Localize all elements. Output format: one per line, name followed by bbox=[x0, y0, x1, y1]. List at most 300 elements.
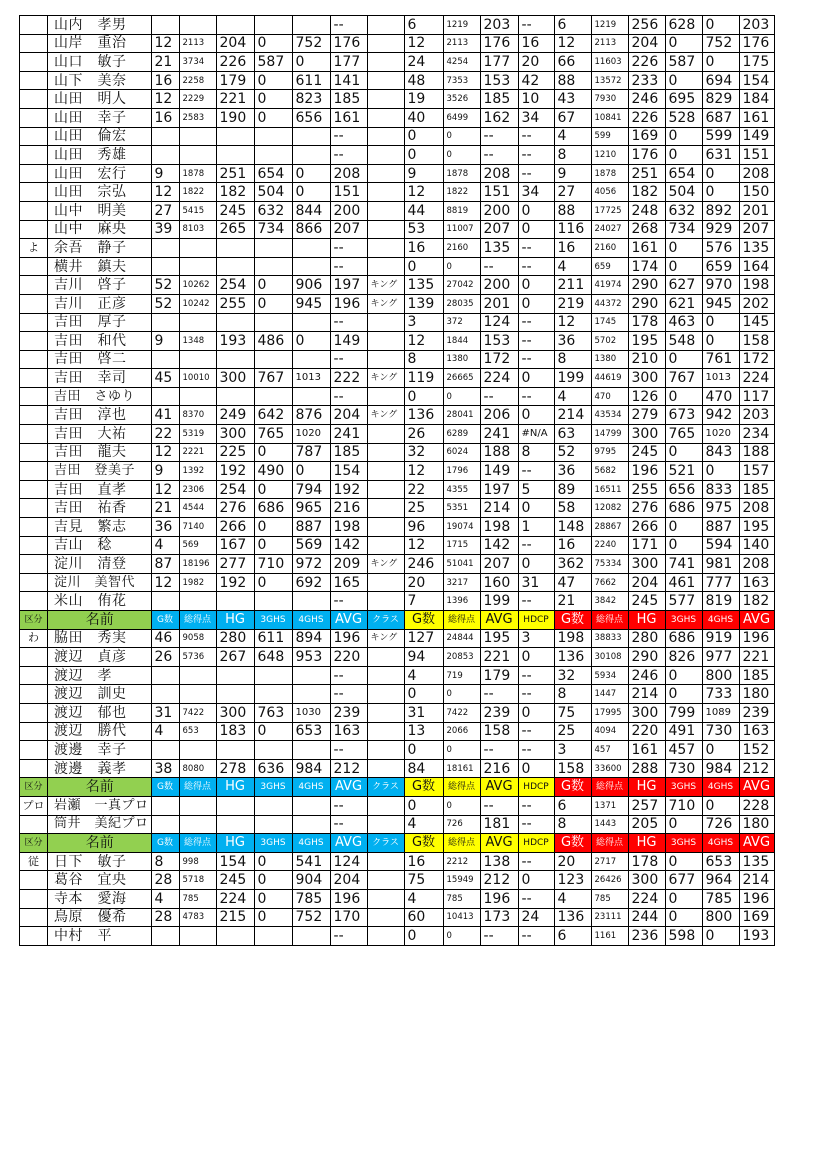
data-cell: 42 bbox=[518, 71, 554, 90]
name-cell: 山内 孝男 bbox=[48, 16, 152, 35]
data-cell: 819 bbox=[702, 592, 739, 611]
data-cell: -- bbox=[330, 666, 367, 685]
data-cell: 0 bbox=[254, 294, 292, 313]
kubun-cell bbox=[20, 127, 48, 146]
data-cell bbox=[367, 592, 404, 611]
data-cell: 4 bbox=[554, 889, 591, 908]
data-cell: -- bbox=[480, 741, 518, 760]
data-cell bbox=[292, 257, 330, 276]
header-cell: G数 bbox=[404, 778, 443, 797]
data-cell: 785 bbox=[443, 889, 480, 908]
data-cell: 224 bbox=[480, 369, 518, 388]
name-cell: 吉田 祐香 bbox=[48, 499, 152, 518]
data-cell: 27 bbox=[151, 201, 179, 220]
table-row bbox=[20, 257, 775, 276]
kubun-cell bbox=[20, 294, 48, 313]
data-cell: 214 bbox=[739, 871, 774, 890]
name-cell: 山田 秀雄 bbox=[48, 146, 152, 165]
header-cell: 総得点 bbox=[443, 778, 480, 797]
data-cell: 136 bbox=[554, 648, 591, 667]
data-cell bbox=[216, 257, 254, 276]
name-cell: 山田 明人 bbox=[48, 90, 152, 109]
data-cell: 6024 bbox=[443, 443, 480, 462]
data-cell: 0 bbox=[254, 90, 292, 109]
data-cell: 208 bbox=[739, 499, 774, 518]
data-cell: 171 bbox=[628, 536, 665, 555]
data-cell: 179 bbox=[480, 666, 518, 685]
data-cell: 196 bbox=[480, 889, 518, 908]
header-cell: G数 bbox=[554, 778, 591, 797]
data-cell: 219 bbox=[554, 294, 591, 313]
data-cell: 28 bbox=[151, 871, 179, 890]
data-cell: 234 bbox=[739, 425, 774, 444]
data-cell: 169 bbox=[628, 127, 665, 146]
data-cell: 8 bbox=[554, 685, 591, 704]
data-cell bbox=[367, 443, 404, 462]
data-cell bbox=[367, 573, 404, 592]
data-cell: 167 bbox=[216, 536, 254, 555]
data-cell: 75 bbox=[554, 703, 591, 722]
kubun-cell bbox=[20, 499, 48, 518]
data-cell: 24 bbox=[404, 53, 443, 72]
data-cell: 290 bbox=[628, 276, 665, 295]
data-cell: 0 bbox=[702, 462, 739, 481]
data-cell: 21 bbox=[151, 53, 179, 72]
data-cell: 695 bbox=[665, 90, 702, 109]
name-cell: 渡辺 孝 bbox=[48, 666, 152, 685]
header-cell: HG bbox=[216, 778, 254, 797]
table-row bbox=[20, 443, 775, 462]
data-cell: 569 bbox=[179, 536, 216, 555]
data-cell: 27042 bbox=[443, 276, 480, 295]
kubun-cell bbox=[20, 146, 48, 165]
data-cell: 266 bbox=[628, 518, 665, 537]
data-cell: 204 bbox=[216, 34, 254, 53]
data-cell: 0 bbox=[702, 741, 739, 760]
data-cell: 158 bbox=[554, 759, 591, 778]
data-cell: 12 bbox=[151, 573, 179, 592]
data-cell: 28 bbox=[151, 908, 179, 927]
data-cell: -- bbox=[480, 127, 518, 146]
kubun-cell bbox=[20, 201, 48, 220]
data-cell: 203 bbox=[739, 406, 774, 425]
data-cell: 226 bbox=[628, 53, 665, 72]
data-cell bbox=[179, 146, 216, 165]
score-table bbox=[19, 15, 775, 946]
kubun-cell bbox=[20, 666, 48, 685]
data-cell: 1371 bbox=[591, 796, 628, 815]
data-cell: 157 bbox=[739, 462, 774, 481]
data-cell: 8 bbox=[518, 443, 554, 462]
table-row bbox=[20, 164, 775, 183]
data-cell: 654 bbox=[665, 164, 702, 183]
data-cell: 0 bbox=[518, 648, 554, 667]
kubun-cell: よ bbox=[20, 239, 48, 258]
column-header-row bbox=[20, 778, 775, 797]
kubun-cell bbox=[20, 536, 48, 555]
table-row bbox=[20, 276, 775, 295]
data-cell: 136 bbox=[554, 908, 591, 927]
kubun-cell bbox=[20, 443, 48, 462]
data-cell: 158 bbox=[480, 722, 518, 741]
data-cell: 136 bbox=[404, 406, 443, 425]
data-cell bbox=[151, 350, 179, 369]
data-cell: -- bbox=[518, 796, 554, 815]
data-cell: 123 bbox=[554, 871, 591, 890]
data-cell: 654 bbox=[254, 164, 292, 183]
data-cell: 761 bbox=[702, 350, 739, 369]
data-cell: 631 bbox=[702, 146, 739, 165]
header-cell: HDCP bbox=[518, 834, 554, 853]
data-cell: 164 bbox=[739, 257, 774, 276]
data-cell: 208 bbox=[330, 164, 367, 183]
data-cell bbox=[179, 257, 216, 276]
data-cell: 632 bbox=[665, 201, 702, 220]
data-cell bbox=[367, 852, 404, 871]
data-cell: 26 bbox=[404, 425, 443, 444]
data-cell: 197 bbox=[330, 276, 367, 295]
data-cell: 202 bbox=[739, 294, 774, 313]
header-cell: HG bbox=[628, 611, 665, 630]
data-cell: 163 bbox=[739, 722, 774, 741]
data-cell: 0 bbox=[404, 257, 443, 276]
data-cell: 3526 bbox=[443, 90, 480, 109]
data-cell: 945 bbox=[292, 294, 330, 313]
data-cell: 201 bbox=[739, 201, 774, 220]
data-cell: 160 bbox=[480, 573, 518, 592]
data-cell: 4 bbox=[554, 127, 591, 146]
data-cell: 255 bbox=[628, 480, 665, 499]
data-cell: 154 bbox=[739, 71, 774, 90]
data-cell: 152 bbox=[739, 741, 774, 760]
data-cell: 248 bbox=[628, 201, 665, 220]
data-cell: 1219 bbox=[443, 16, 480, 35]
data-cell bbox=[367, 480, 404, 499]
data-cell: 116 bbox=[554, 220, 591, 239]
data-cell: 0 bbox=[254, 908, 292, 927]
data-cell: 977 bbox=[702, 648, 739, 667]
data-cell: 0 bbox=[292, 183, 330, 202]
data-cell: 0 bbox=[254, 536, 292, 555]
data-cell: 23111 bbox=[591, 908, 628, 927]
data-cell: 799 bbox=[665, 703, 702, 722]
data-cell: 154 bbox=[330, 462, 367, 481]
data-cell: 0 bbox=[443, 387, 480, 406]
data-cell: 182 bbox=[628, 183, 665, 202]
data-cell: 170 bbox=[330, 908, 367, 927]
data-cell: 32 bbox=[404, 443, 443, 462]
data-cell: -- bbox=[518, 889, 554, 908]
name-cell: 吉田 淳也 bbox=[48, 406, 152, 425]
data-cell: 205 bbox=[628, 815, 665, 834]
table-row bbox=[20, 387, 775, 406]
header-cell: G数 bbox=[404, 611, 443, 630]
data-cell bbox=[254, 257, 292, 276]
header-cell: 3GHS bbox=[665, 611, 702, 630]
data-cell bbox=[367, 796, 404, 815]
data-cell: 8 bbox=[554, 815, 591, 834]
data-cell: 10841 bbox=[591, 108, 628, 127]
kubun-cell bbox=[20, 332, 48, 351]
header-kubun: 区分 bbox=[20, 834, 48, 853]
data-cell: 193 bbox=[739, 927, 774, 946]
data-cell: 942 bbox=[702, 406, 739, 425]
data-cell: 21 bbox=[554, 592, 591, 611]
data-cell bbox=[216, 592, 254, 611]
data-cell: 224 bbox=[216, 889, 254, 908]
data-cell: 765 bbox=[665, 425, 702, 444]
data-cell bbox=[367, 257, 404, 276]
data-cell: 267 bbox=[216, 648, 254, 667]
data-cell: 16511 bbox=[591, 480, 628, 499]
data-cell: 135 bbox=[739, 852, 774, 871]
kubun-cell bbox=[20, 573, 48, 592]
header-cell: HG bbox=[628, 778, 665, 797]
data-cell: 687 bbox=[702, 108, 739, 127]
header-cell: 総得点 bbox=[179, 611, 216, 630]
kubun-cell bbox=[20, 220, 48, 239]
data-cell bbox=[367, 722, 404, 741]
data-cell: 843 bbox=[702, 443, 739, 462]
data-cell: 9795 bbox=[591, 443, 628, 462]
data-cell: 58 bbox=[554, 499, 591, 518]
data-cell: 246 bbox=[628, 90, 665, 109]
data-cell: 0 bbox=[443, 127, 480, 146]
name-cell: 渡邊 義孝 bbox=[48, 759, 152, 778]
data-cell: 199 bbox=[480, 592, 518, 611]
data-cell: 0 bbox=[404, 146, 443, 165]
data-cell: -- bbox=[518, 387, 554, 406]
data-cell: 67 bbox=[554, 108, 591, 127]
data-cell: 8819 bbox=[443, 201, 480, 220]
table-row bbox=[20, 239, 775, 258]
data-cell: 4355 bbox=[443, 480, 480, 499]
data-cell: 241 bbox=[330, 425, 367, 444]
data-cell: 196 bbox=[628, 462, 665, 481]
data-cell: 19074 bbox=[443, 518, 480, 537]
data-cell: 0 bbox=[254, 443, 292, 462]
data-cell: 17995 bbox=[591, 703, 628, 722]
data-cell: 726 bbox=[702, 815, 739, 834]
data-cell: 1796 bbox=[443, 462, 480, 481]
data-cell: 12 bbox=[404, 183, 443, 202]
data-cell: 139 bbox=[404, 294, 443, 313]
data-cell: 185 bbox=[330, 443, 367, 462]
header-cell: AVG bbox=[739, 611, 774, 630]
data-cell: 1013 bbox=[292, 369, 330, 388]
data-cell bbox=[367, 387, 404, 406]
data-cell: -- bbox=[518, 16, 554, 35]
name-cell: 吉見 繁志 bbox=[48, 518, 152, 537]
data-cell: 222 bbox=[330, 369, 367, 388]
data-cell: -- bbox=[480, 257, 518, 276]
data-cell: 204 bbox=[330, 406, 367, 425]
data-cell: 300 bbox=[628, 369, 665, 388]
data-cell bbox=[179, 741, 216, 760]
data-cell: 175 bbox=[739, 53, 774, 72]
data-cell: 490 bbox=[254, 462, 292, 481]
header-cell: 4GHS bbox=[702, 778, 739, 797]
name-cell: 吉川 啓子 bbox=[48, 276, 152, 295]
data-cell: キング bbox=[367, 555, 404, 574]
data-cell: 521 bbox=[665, 462, 702, 481]
data-cell: 11603 bbox=[591, 53, 628, 72]
data-cell: 142 bbox=[480, 536, 518, 555]
data-cell: 5718 bbox=[179, 871, 216, 890]
data-cell: 244 bbox=[628, 908, 665, 927]
data-cell: 245 bbox=[628, 443, 665, 462]
data-cell: 268 bbox=[628, 220, 665, 239]
data-cell: 7422 bbox=[443, 703, 480, 722]
table-row bbox=[20, 573, 775, 592]
name-cell: 吉田 さゆり bbox=[48, 387, 152, 406]
data-cell: 63 bbox=[554, 425, 591, 444]
kubun-cell bbox=[20, 369, 48, 388]
data-cell: 5351 bbox=[443, 499, 480, 518]
header-cell: 総得点 bbox=[179, 778, 216, 797]
data-cell bbox=[367, 183, 404, 202]
data-cell: 953 bbox=[292, 648, 330, 667]
name-cell: 淀川 清登 bbox=[48, 555, 152, 574]
header-cell: HDCP bbox=[518, 778, 554, 797]
data-cell: 1715 bbox=[443, 536, 480, 555]
data-cell: 16 bbox=[151, 71, 179, 90]
kubun-cell bbox=[20, 759, 48, 778]
data-cell: 470 bbox=[591, 387, 628, 406]
data-cell: 998 bbox=[179, 852, 216, 871]
data-cell: 185 bbox=[739, 666, 774, 685]
data-cell: 12 bbox=[151, 183, 179, 202]
header-cell: 4GHS bbox=[292, 611, 330, 630]
data-cell bbox=[151, 239, 179, 258]
data-cell bbox=[216, 350, 254, 369]
data-cell: キング bbox=[367, 629, 404, 648]
header-cell: AVG bbox=[330, 778, 367, 797]
name-cell: 吉田 厚子 bbox=[48, 313, 152, 332]
data-cell: 12 bbox=[404, 34, 443, 53]
data-cell: 659 bbox=[702, 257, 739, 276]
data-cell: 17725 bbox=[591, 201, 628, 220]
data-cell: 16 bbox=[554, 536, 591, 555]
kubun-cell: 従 bbox=[20, 852, 48, 871]
data-cell: 117 bbox=[739, 387, 774, 406]
data-cell: 196 bbox=[739, 629, 774, 648]
data-cell: 124 bbox=[330, 852, 367, 871]
data-cell bbox=[179, 350, 216, 369]
data-cell: 163 bbox=[739, 573, 774, 592]
data-cell: 0 bbox=[518, 759, 554, 778]
data-cell: 653 bbox=[292, 722, 330, 741]
data-cell: 178 bbox=[628, 313, 665, 332]
data-cell: 0 bbox=[254, 34, 292, 53]
data-cell: 209 bbox=[330, 555, 367, 574]
data-cell: 611 bbox=[254, 629, 292, 648]
data-cell: 1380 bbox=[591, 350, 628, 369]
data-cell: 692 bbox=[292, 573, 330, 592]
data-cell: 0 bbox=[292, 164, 330, 183]
data-cell: 659 bbox=[591, 257, 628, 276]
data-cell: 142 bbox=[330, 536, 367, 555]
data-cell: 88 bbox=[554, 201, 591, 220]
data-cell: 188 bbox=[480, 443, 518, 462]
data-cell: 226 bbox=[216, 53, 254, 72]
data-cell: 965 bbox=[292, 499, 330, 518]
data-cell: 12 bbox=[554, 313, 591, 332]
data-cell: 677 bbox=[665, 871, 702, 890]
table-row bbox=[20, 108, 775, 127]
data-cell bbox=[367, 462, 404, 481]
data-cell: 892 bbox=[702, 201, 739, 220]
data-cell bbox=[254, 127, 292, 146]
data-cell: 752 bbox=[292, 34, 330, 53]
header-cell: 総得点 bbox=[179, 834, 216, 853]
data-cell: 0 bbox=[443, 257, 480, 276]
data-cell: 20 bbox=[518, 53, 554, 72]
data-cell bbox=[367, 16, 404, 35]
name-cell: 吉田 登美子 bbox=[48, 462, 152, 481]
data-cell bbox=[216, 239, 254, 258]
header-cell: AVG bbox=[739, 778, 774, 797]
data-cell: 241 bbox=[480, 425, 518, 444]
data-cell: 0 bbox=[518, 220, 554, 239]
data-cell: 1822 bbox=[443, 183, 480, 202]
data-cell bbox=[254, 350, 292, 369]
data-cell: 200 bbox=[480, 201, 518, 220]
data-cell: 726 bbox=[443, 815, 480, 834]
data-cell: 2221 bbox=[179, 443, 216, 462]
data-cell: 94 bbox=[404, 648, 443, 667]
data-cell: 141 bbox=[330, 71, 367, 90]
data-cell: 0 bbox=[702, 53, 739, 72]
kubun-cell bbox=[20, 257, 48, 276]
data-cell: 153 bbox=[480, 332, 518, 351]
data-cell: 0 bbox=[254, 108, 292, 127]
data-cell: 300 bbox=[216, 703, 254, 722]
data-cell: 87 bbox=[151, 555, 179, 574]
data-cell bbox=[151, 387, 179, 406]
kubun-cell bbox=[20, 518, 48, 537]
name-cell: 横井 鎮夫 bbox=[48, 257, 152, 276]
data-cell: 794 bbox=[292, 480, 330, 499]
data-cell: 0 bbox=[702, 332, 739, 351]
data-cell: -- bbox=[330, 927, 367, 946]
data-cell: 0 bbox=[665, 908, 702, 927]
data-cell bbox=[151, 127, 179, 146]
name-cell: 吉田 啓二 bbox=[48, 350, 152, 369]
data-cell: 0 bbox=[665, 257, 702, 276]
data-cell bbox=[216, 741, 254, 760]
data-cell: 75334 bbox=[591, 555, 628, 574]
data-cell: 8 bbox=[554, 146, 591, 165]
data-cell: -- bbox=[330, 313, 367, 332]
data-cell: 9 bbox=[151, 462, 179, 481]
data-cell: 7422 bbox=[179, 703, 216, 722]
data-cell: 0 bbox=[254, 276, 292, 295]
data-cell bbox=[216, 16, 254, 35]
data-cell: 13572 bbox=[591, 71, 628, 90]
data-cell: 876 bbox=[292, 406, 330, 425]
data-cell: 5682 bbox=[591, 462, 628, 481]
header-cell: AVG bbox=[330, 834, 367, 853]
data-cell: 504 bbox=[254, 183, 292, 202]
data-cell: -- bbox=[480, 927, 518, 946]
header-cell: 総得点 bbox=[443, 611, 480, 630]
data-cell: 300 bbox=[628, 703, 665, 722]
table-row bbox=[20, 852, 775, 871]
data-cell: 710 bbox=[665, 796, 702, 815]
kubun-cell bbox=[20, 164, 48, 183]
kubun-cell bbox=[20, 71, 48, 90]
